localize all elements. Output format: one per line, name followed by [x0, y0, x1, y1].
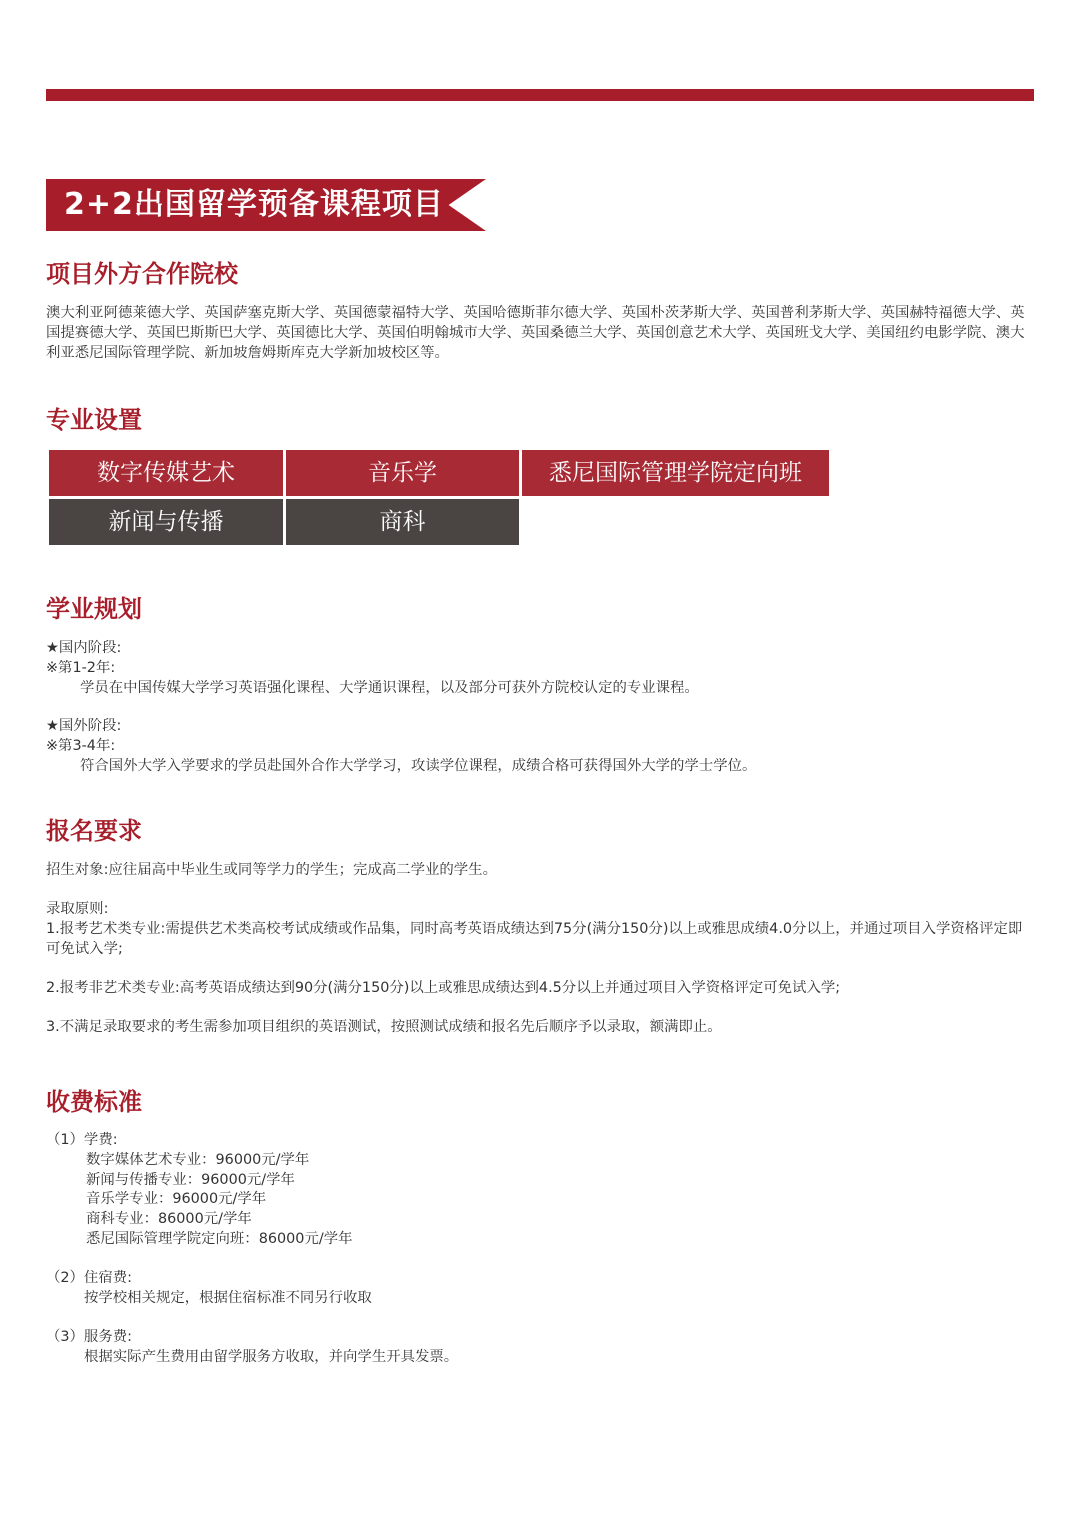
tuition-item: 数字媒体艺术专业：96000元/学年 [86, 1152, 310, 1168]
fees-heading: 收费标准 [46, 1088, 142, 1116]
major-cell: 音乐学 [286, 450, 519, 496]
tuition-item: 悉尼国际管理学院定向班：86000元/学年 [86, 1231, 353, 1247]
partners-text: 澳大利亚阿德莱德大学、英国萨塞克斯大学、英国德蒙福特大学、英国哈德斯菲尔德大学、英国朴茨茅斯大学、英国普利茅斯大学、英国赫特福德大学、英国提赛德大学、英国巴斯斯巴大学、英国德比大学、英国伯明翰城市大学、英国桑德兰大学、英国创意艺术大学、英国班戈大学、美国纽约电影学院、澳大利亚悉尼国际管理学院、新加坡詹姆斯库克大学新加坡校区等。 [46, 305, 1025, 361]
admission-principle-label: 录取原则: [46, 901, 109, 917]
major-cell: 商科 [286, 499, 519, 545]
lodging-label: （2）住宿费: [46, 1270, 132, 1286]
major-cell: 悉尼国际管理学院定向班 [522, 450, 829, 496]
domestic-stage-label: ★国内阶段: [46, 640, 122, 656]
page-title: 2+2出国留学预备课程项目 [64, 187, 444, 222]
service-fee-label: （3）服务费: [46, 1329, 132, 1345]
partners-heading: 项目外方合作院校 [46, 260, 238, 288]
plan-heading: 学业规划 [46, 595, 142, 623]
tuition-item: 新闻与传播专业：96000元/学年 [86, 1172, 295, 1188]
requirements-heading: 报名要求 [46, 817, 142, 845]
abroad-desc: 符合国外大学入学要求的学员赴国外合作大学学习，攻读学位课程，成绩合格可获得国外大学的学士学位。 [80, 758, 757, 774]
tuition-item: 商科专业：86000元/学年 [86, 1211, 252, 1227]
admission-rule-2: 2.报考非艺术类专业:高考英语成绩达到90分(满分150分)以上或雅思成绩达到4.5分以上并通过项目入学资格评定可免试入学; [46, 980, 841, 996]
major-cell: 数字传媒艺术 [49, 450, 283, 496]
service-fee-desc: 根据实际产生费用由留学服务方收取，并向学生开具发票。 [84, 1349, 459, 1365]
major-cell: 新闻与传播 [49, 499, 283, 545]
lodging-desc: 按学校相关规定，根据住宿标准不同另行收取 [84, 1290, 372, 1306]
tuition-item: 音乐学专业：96000元/学年 [86, 1191, 267, 1207]
domestic-desc: 学员在中国传媒大学学习英语强化课程、大学通识课程，以及部分可获外方院校认定的专业课程。 [80, 680, 699, 696]
tuition-label: （1）学费: [46, 1132, 118, 1148]
admission-rule-1: 1.报考艺术类专业:需提供艺术类高校考试成绩或作品集，同时高考英语成绩达到75分(满分150分)以上或雅思成绩4.0分以上，并通过项目入学资格评定即可免试入学; [46, 921, 1023, 957]
top-divider-bar [46, 89, 1034, 101]
enrollment-target: 招生对象:应往届高中毕业生或同等学力的学生；完成高二学业的学生。 [46, 862, 497, 878]
abroad-stage-label: ★国外阶段: [46, 718, 122, 734]
majors-heading: 专业设置 [46, 406, 142, 434]
domestic-years: ※第1-2年: [46, 660, 116, 676]
abroad-years: ※第3-4年: [46, 738, 116, 754]
admission-rule-3: 3.不满足录取要求的考生需参加项目组织的英语测试，按照测试成绩和报名先后顺序予以录取，额满即止。 [46, 1019, 722, 1035]
